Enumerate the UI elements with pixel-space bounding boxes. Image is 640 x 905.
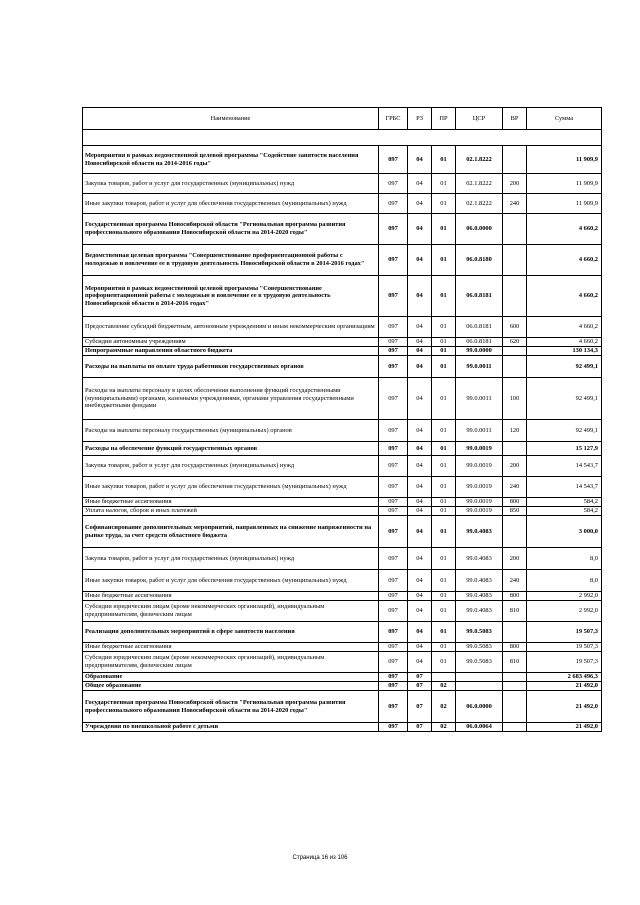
row-pr: 01 (432, 548, 456, 570)
row-rz: 04 (408, 548, 432, 570)
row-pr: 02 (432, 723, 456, 732)
row-grbs: 097 (379, 548, 408, 570)
row-pr: 01 (432, 456, 456, 477)
row-rz: 04 (408, 245, 432, 276)
row-vr (503, 276, 527, 317)
table-row (83, 592, 602, 601)
row-grbs: 097 (379, 276, 408, 317)
row-grbs: 097 (379, 174, 408, 194)
row-vr: 620 (503, 338, 527, 347)
row-sum: 15 127,9 (527, 442, 602, 456)
row-sum: 4 660,2 (527, 317, 602, 338)
row-grbs: 097 (379, 507, 408, 516)
row-csr: 06.0.0064 (456, 723, 503, 732)
row-name: Иные закупки товаров, работ и услуг для обеспечения государственных (муниципальных) нужд (83, 570, 379, 592)
row-vr (503, 146, 527, 174)
table-row (83, 691, 602, 723)
row-sum: 2 992,0 (527, 601, 602, 622)
row-grbs: 097 (379, 498, 408, 507)
budget-table (82, 107, 602, 732)
row-rz: 04 (408, 570, 432, 592)
row-sum: 2 683 496,3 (527, 673, 602, 682)
row-csr: 06.0.0000 (456, 691, 503, 723)
row-sum: 92 499,1 (527, 378, 602, 420)
header-spacer-row (83, 130, 602, 146)
row-csr: 99.0.5083 (456, 652, 503, 673)
header-rz: РЗ (408, 108, 432, 130)
row-pr: 01 (432, 245, 456, 276)
table-row (83, 356, 602, 378)
table-row (83, 194, 602, 214)
row-sum: 92 499,1 (527, 356, 602, 378)
row-sum: 21 492,0 (527, 691, 602, 723)
row-sum: 19 507,3 (527, 643, 602, 652)
table-row (83, 347, 602, 356)
row-csr: 99.0.0011 (456, 356, 503, 378)
row-grbs: 097 (379, 194, 408, 214)
row-grbs: 097 (379, 652, 408, 673)
row-pr: 01 (432, 338, 456, 347)
row-name: Расходы на выплаты персоналу государственных (муниципальных) органов (83, 420, 379, 442)
row-pr: 01 (432, 570, 456, 592)
row-name: Реализация дополнительных мероприятий в сфере занятости населения (83, 622, 379, 643)
row-csr: 99.0.0019 (456, 498, 503, 507)
row-rz: 04 (408, 356, 432, 378)
row-pr: 01 (432, 498, 456, 507)
table-row (83, 174, 602, 194)
row-sum: 14 543,7 (527, 477, 602, 498)
row-vr: 240 (503, 477, 527, 498)
row-grbs: 097 (379, 592, 408, 601)
row-rz: 04 (408, 442, 432, 456)
row-vr (503, 214, 527, 245)
row-vr (503, 516, 527, 548)
row-rz: 04 (408, 378, 432, 420)
row-rz: 04 (408, 622, 432, 643)
row-vr: 200 (503, 456, 527, 477)
row-name: Уплата налогов, сборов и иных платежей (83, 507, 379, 516)
table-row (83, 673, 602, 682)
row-grbs: 097 (379, 214, 408, 245)
table-row (83, 477, 602, 498)
row-vr (503, 723, 527, 732)
row-csr: 99.0.5083 (456, 622, 503, 643)
row-rz: 07 (408, 682, 432, 691)
row-grbs: 097 (379, 338, 408, 347)
row-sum: 8,0 (527, 570, 602, 592)
row-name: Государственная программа Новосибирской области "Региональная программа развития профессионального образования Новосибирской области на 2014-2020 годы" (83, 214, 379, 245)
row-grbs: 097 (379, 643, 408, 652)
row-grbs: 097 (379, 570, 408, 592)
row-sum: 11 909,9 (527, 194, 602, 214)
row-vr: 800 (503, 643, 527, 652)
row-grbs: 097 (379, 477, 408, 498)
row-rz: 04 (408, 174, 432, 194)
table-row (83, 317, 602, 338)
row-sum: 92 499,1 (527, 420, 602, 442)
row-grbs: 097 (379, 682, 408, 691)
row-name: Субсидии юридическим лицам (кроме некоммерческих организаций), индивидуальным предпринимателям, физическим лицам (83, 652, 379, 673)
row-grbs: 097 (379, 317, 408, 338)
row-pr: 01 (432, 347, 456, 356)
table-row (83, 378, 602, 420)
row-name: Общее образование (83, 682, 379, 691)
row-grbs: 097 (379, 245, 408, 276)
row-pr: 01 (432, 420, 456, 442)
row-sum: 8,0 (527, 548, 602, 570)
row-name: Расходы на выплаты персоналу в целях обеспечения выполнения функций государственными (муниципальными) органами, казенными учреждениями, органами управления государственными внебюджетными фондами (83, 378, 379, 420)
row-rz: 04 (408, 498, 432, 507)
row-pr: 01 (432, 146, 456, 174)
row-pr: 02 (432, 682, 456, 691)
row-name: Иные бюджетные ассигнования (83, 643, 379, 652)
row-rz: 04 (408, 276, 432, 317)
table-row (83, 442, 602, 456)
table-row (83, 723, 602, 732)
row-vr: 800 (503, 592, 527, 601)
row-rz: 04 (408, 592, 432, 601)
row-name: Предоставление субсидий бюджетным, автономным учреждениям и иным некоммерческим организациям (83, 317, 379, 338)
row-name: Иные закупки товаров, работ и услуг для обеспечения государственных (муниципальных) нужд (83, 477, 379, 498)
row-grbs: 097 (379, 356, 408, 378)
row-grbs: 097 (379, 378, 408, 420)
row-vr: 800 (503, 498, 527, 507)
row-name: Образование (83, 673, 379, 682)
row-name: Расходы на обеспечение функций государственных органов (83, 442, 379, 456)
row-rz: 04 (408, 456, 432, 477)
header-sum: Сумма (527, 108, 602, 130)
budget-table-container (82, 107, 601, 732)
row-rz: 04 (408, 347, 432, 356)
row-sum: 2 992,0 (527, 592, 602, 601)
row-name: Субсидии юридическим лицам (кроме некоммерческих организаций), индивидуальным предпринимателям, физическим лицам (83, 601, 379, 622)
row-grbs: 097 (379, 347, 408, 356)
row-pr: 01 (432, 174, 456, 194)
row-name: Иные закупки товаров, работ и услуг для обеспечения государственных (муниципальных) нужд (83, 194, 379, 214)
row-csr: 02.1.8222 (456, 194, 503, 214)
row-csr: 99.0.0019 (456, 442, 503, 456)
row-sum: 21 492,0 (527, 682, 602, 691)
table-row (83, 652, 602, 673)
row-rz: 04 (408, 477, 432, 498)
row-rz: 04 (408, 420, 432, 442)
row-pr: 01 (432, 652, 456, 673)
table-row (83, 570, 602, 592)
row-csr: 06.0.8181 (456, 276, 503, 317)
row-csr: 99.0.0019 (456, 477, 503, 498)
table-row (83, 682, 602, 691)
table-row (83, 338, 602, 347)
row-name: Иные бюджетные ассигнования (83, 592, 379, 601)
page-footer: Страница 16 из 106 (292, 855, 348, 861)
table-row (83, 456, 602, 477)
row-sum: 11 909,9 (527, 146, 602, 174)
row-name: Учреждения по внешкольной работе с детьми (83, 723, 379, 732)
row-grbs: 097 (379, 601, 408, 622)
row-csr: 02.1.8222 (456, 174, 503, 194)
row-sum: 4 660,2 (527, 245, 602, 276)
row-vr (503, 356, 527, 378)
row-csr: 99.0.0011 (456, 378, 503, 420)
row-vr (503, 673, 527, 682)
row-name: Закупка товаров, работ и услуг для государственных (муниципальных) нужд (83, 548, 379, 570)
row-csr: 06.0.8181 (456, 338, 503, 347)
row-rz: 04 (408, 214, 432, 245)
table-row (83, 498, 602, 507)
row-sum: 584,2 (527, 507, 602, 516)
row-pr: 01 (432, 214, 456, 245)
row-pr: 01 (432, 194, 456, 214)
row-pr: 01 (432, 622, 456, 643)
row-pr: 01 (432, 601, 456, 622)
row-rz: 04 (408, 317, 432, 338)
row-vr: 240 (503, 570, 527, 592)
row-vr (503, 245, 527, 276)
row-vr: 100 (503, 378, 527, 420)
row-pr: 01 (432, 477, 456, 498)
row-csr: 99.0.0019 (456, 507, 503, 516)
row-rz: 07 (408, 723, 432, 732)
row-vr: 810 (503, 601, 527, 622)
row-vr: 850 (503, 507, 527, 516)
row-csr: 06.0.0000 (456, 214, 503, 245)
row-name: Непрограммные направления областного бюджета (83, 347, 379, 356)
row-name: Закупка товаров, работ и услуг для государственных (муниципальных) нужд (83, 456, 379, 477)
row-rz: 07 (408, 691, 432, 723)
row-rz: 04 (408, 516, 432, 548)
row-grbs: 097 (379, 622, 408, 643)
row-sum: 4 660,2 (527, 214, 602, 245)
row-sum: 19 507,3 (527, 652, 602, 673)
row-grbs: 097 (379, 456, 408, 477)
row-name: Государственная программа Новосибирской области "Региональная программа развития профессионального образования Новосибирской области на 2014-2020 годы" (83, 691, 379, 723)
header-csr: ЦСР (456, 108, 503, 130)
row-sum: 3 000,0 (527, 516, 602, 548)
table-row (83, 420, 602, 442)
header-vr: ВР (503, 108, 527, 130)
row-pr: 01 (432, 378, 456, 420)
row-rz: 04 (408, 194, 432, 214)
row-sum: 584,2 (527, 498, 602, 507)
row-sum: 4 660,2 (527, 338, 602, 347)
table-row (83, 548, 602, 570)
row-vr: 240 (503, 194, 527, 214)
row-pr: 01 (432, 643, 456, 652)
row-csr: 06.0.8180 (456, 245, 503, 276)
row-vr (503, 622, 527, 643)
row-sum: 130 134,3 (527, 347, 602, 356)
row-csr: 02.1.8222 (456, 146, 503, 174)
row-sum: 14 543,7 (527, 456, 602, 477)
row-grbs: 097 (379, 516, 408, 548)
header-grbs: ГРБС (379, 108, 408, 130)
table-body (83, 146, 602, 732)
row-rz: 04 (408, 507, 432, 516)
row-pr: 01 (432, 442, 456, 456)
row-vr (503, 442, 527, 456)
row-name: Субсидии автономным учреждениям (83, 338, 379, 347)
row-csr: 99.0.0011 (456, 420, 503, 442)
table-row (83, 276, 602, 317)
row-vr (503, 682, 527, 691)
table-header-row (83, 108, 602, 130)
table-row (83, 622, 602, 643)
row-pr: 01 (432, 507, 456, 516)
row-pr: 01 (432, 592, 456, 601)
row-name: Ведомственная целевая программа "Совершенствование профориентационной работы с молодежью и вовлечение ее в трудовую деятельность Новосибирской области в 2014-2016 годах" (83, 245, 379, 276)
row-pr: 01 (432, 276, 456, 317)
row-csr (456, 673, 503, 682)
row-pr: 01 (432, 356, 456, 378)
row-pr: 01 (432, 516, 456, 548)
row-rz: 07 (408, 673, 432, 682)
row-csr: 99.0.5083 (456, 643, 503, 652)
row-pr: 02 (432, 691, 456, 723)
row-grbs: 097 (379, 673, 408, 682)
row-grbs: 097 (379, 723, 408, 732)
row-vr (503, 691, 527, 723)
row-name: Иные бюджетные ассигнования (83, 498, 379, 507)
row-csr: 99.0.0000 (456, 347, 503, 356)
table-row (83, 507, 602, 516)
row-name: Закупка товаров, работ и услуг для государственных (муниципальных) нужд (83, 174, 379, 194)
row-vr: 120 (503, 420, 527, 442)
header-pr: ПР (432, 108, 456, 130)
row-grbs: 097 (379, 442, 408, 456)
row-csr: 99.0.0019 (456, 456, 503, 477)
row-csr: 99.0.4083 (456, 570, 503, 592)
row-grbs: 097 (379, 420, 408, 442)
row-csr (456, 682, 503, 691)
row-pr (432, 673, 456, 682)
row-name: Расходы на выплаты по оплате труда работников государственных органов (83, 356, 379, 378)
row-csr: 99.0.4083 (456, 592, 503, 601)
row-name: Мероприятия в рамках ведомственной целевой программы "Содействие занятости населения Новосибирской области на 2014-2016 годы" (83, 146, 379, 174)
table-row (83, 643, 602, 652)
row-sum: 4 660,2 (527, 276, 602, 317)
row-pr: 01 (432, 317, 456, 338)
row-vr: 200 (503, 174, 527, 194)
header-name: Наименование (83, 108, 379, 130)
row-sum: 21 492,0 (527, 723, 602, 732)
row-rz: 04 (408, 146, 432, 174)
table-row (83, 214, 602, 245)
row-grbs: 097 (379, 146, 408, 174)
row-csr: 99.0.4083 (456, 516, 503, 548)
table-row (83, 601, 602, 622)
row-rz: 04 (408, 338, 432, 347)
row-csr: 99.0.4083 (456, 601, 503, 622)
table-row (83, 245, 602, 276)
row-vr: 600 (503, 317, 527, 338)
row-rz: 04 (408, 601, 432, 622)
row-csr: 99.0.4083 (456, 548, 503, 570)
row-name: Софинансирование дополнительных мероприятий, направленных на снижение напряженности на рынке труда, за счет средств областного бюджета (83, 516, 379, 548)
row-vr (503, 347, 527, 356)
row-grbs: 097 (379, 691, 408, 723)
row-csr: 06.0.8181 (456, 317, 503, 338)
row-rz: 04 (408, 643, 432, 652)
table-row (83, 516, 602, 548)
row-sum: 11 909,9 (527, 174, 602, 194)
row-name: Мероприятия в рамках ведомственной целевой программы "Совершенствование профориентационной работы с молодежью и вовлечение ее в трудовую деятельность Новосибирской области в 2014-2016 годах" (83, 276, 379, 317)
row-vr: 200 (503, 548, 527, 570)
row-rz: 04 (408, 652, 432, 673)
row-vr: 810 (503, 652, 527, 673)
table-row (83, 146, 602, 174)
row-sum: 19 507,3 (527, 622, 602, 643)
